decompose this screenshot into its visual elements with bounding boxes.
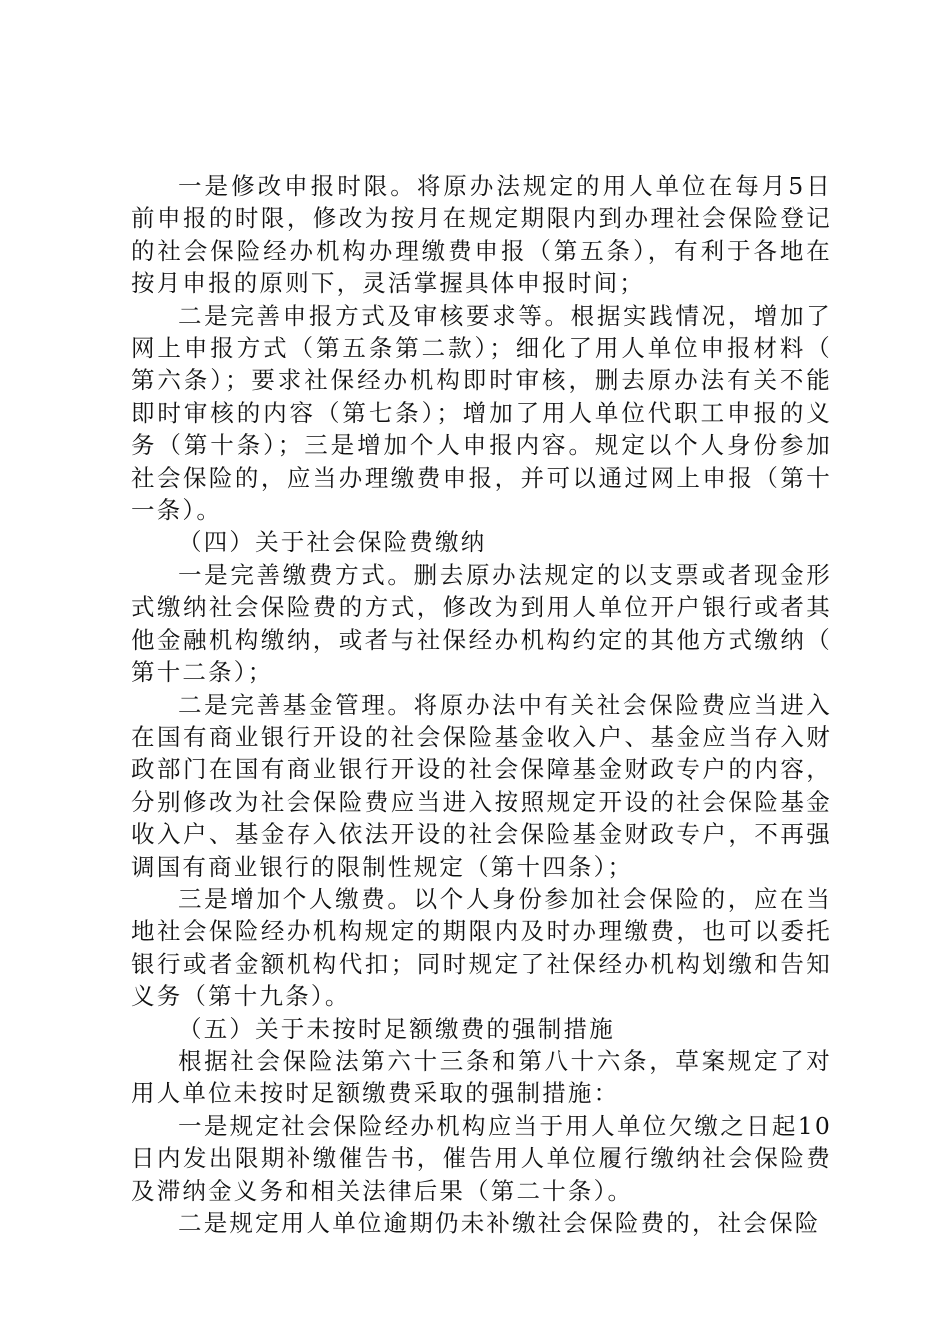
paragraph-payment-method: 一是完善缴费方式。删去原办法规定的以支票或者现金形式缴纳社会保险费的方式，修改为到用人单位开户银行或者其他金融机构缴纳，或者与社保经办机构约定的其他方式缴纳（第十二条）； xyxy=(131,560,832,687)
section-heading-enforcement: （五）关于未按时足额缴费的强制措施 xyxy=(178,1014,615,1043)
section-heading-payment: （四）关于社会保险费缴纳 xyxy=(178,528,487,557)
paragraph-fund-management: 二是完善基金管理。将原办法中有关社会保险费应当进入在国有商业银行开设的社会保险基金收入户、基金应当存入财政部门在国有商业银行开设的社会保障基金财政专户的内容，分别修改为社会保险费应当进入按照规定开设的社会保险基金收入户、基金存入依法开设的社会保险基金财政专户，不再强调国有商业银行的限制性规定（第十四条）； xyxy=(131,690,832,881)
paragraph-individual-payment: 三是增加个人缴费。以个人身份参加社会保险的，应在当地社会保险经办机构规定的期限内及时办理缴费，也可以委托银行或者金额机构代扣；同时规定了社保经办机构划缴和告知义务（第十九条）。 xyxy=(131,884,832,1011)
paragraph-declaration-deadline: 一是修改申报时限。将原办法规定的用人单位在每月5日前申报的时限，修改为按月在规定期限内到办理社会保险登记的社会保险经办机构办理缴费申报（第五条），有利于各地在按月申报的原则下，灵活掌握具体申报时间； xyxy=(131,172,832,298)
paragraph-declaration-method: 二是完善申报方式及审核要求等。根据实践情况，增加了网上申报方式（第五条第二款）；细化了用人单位申报材料（第六条）；要求社保经办机构即时审核，删去原办法有关不能即时审核的内容（第七条）；增加了用人单位代职工申报的义务（第十条）；三是增加个人申报内容。规定以个人身份参加社会保险的，应当办理缴费申报，并可以通过网上申报（第十一条）。 xyxy=(131,301,832,525)
paragraph-reminder-notice: 一是规定社会保险经办机构应当于用人单位欠缴之日起10日内发出限期补缴催告书，催告用人单位履行缴纳社会保险费及滞纳金义务和相关法律后果（第二十条）。 xyxy=(131,1111,832,1205)
paragraph-enforcement-basis: 根据社会保险法第六十三条和第八十六条，草案规定了对用人单位未按时足额缴费采取的强制措施： xyxy=(131,1046,832,1108)
document-body xyxy=(131,170,832,1239)
paragraph-overdue-payment: 二是规定用人单位逾期仍未补缴社会保险费的，社会保险 xyxy=(178,1209,821,1237)
